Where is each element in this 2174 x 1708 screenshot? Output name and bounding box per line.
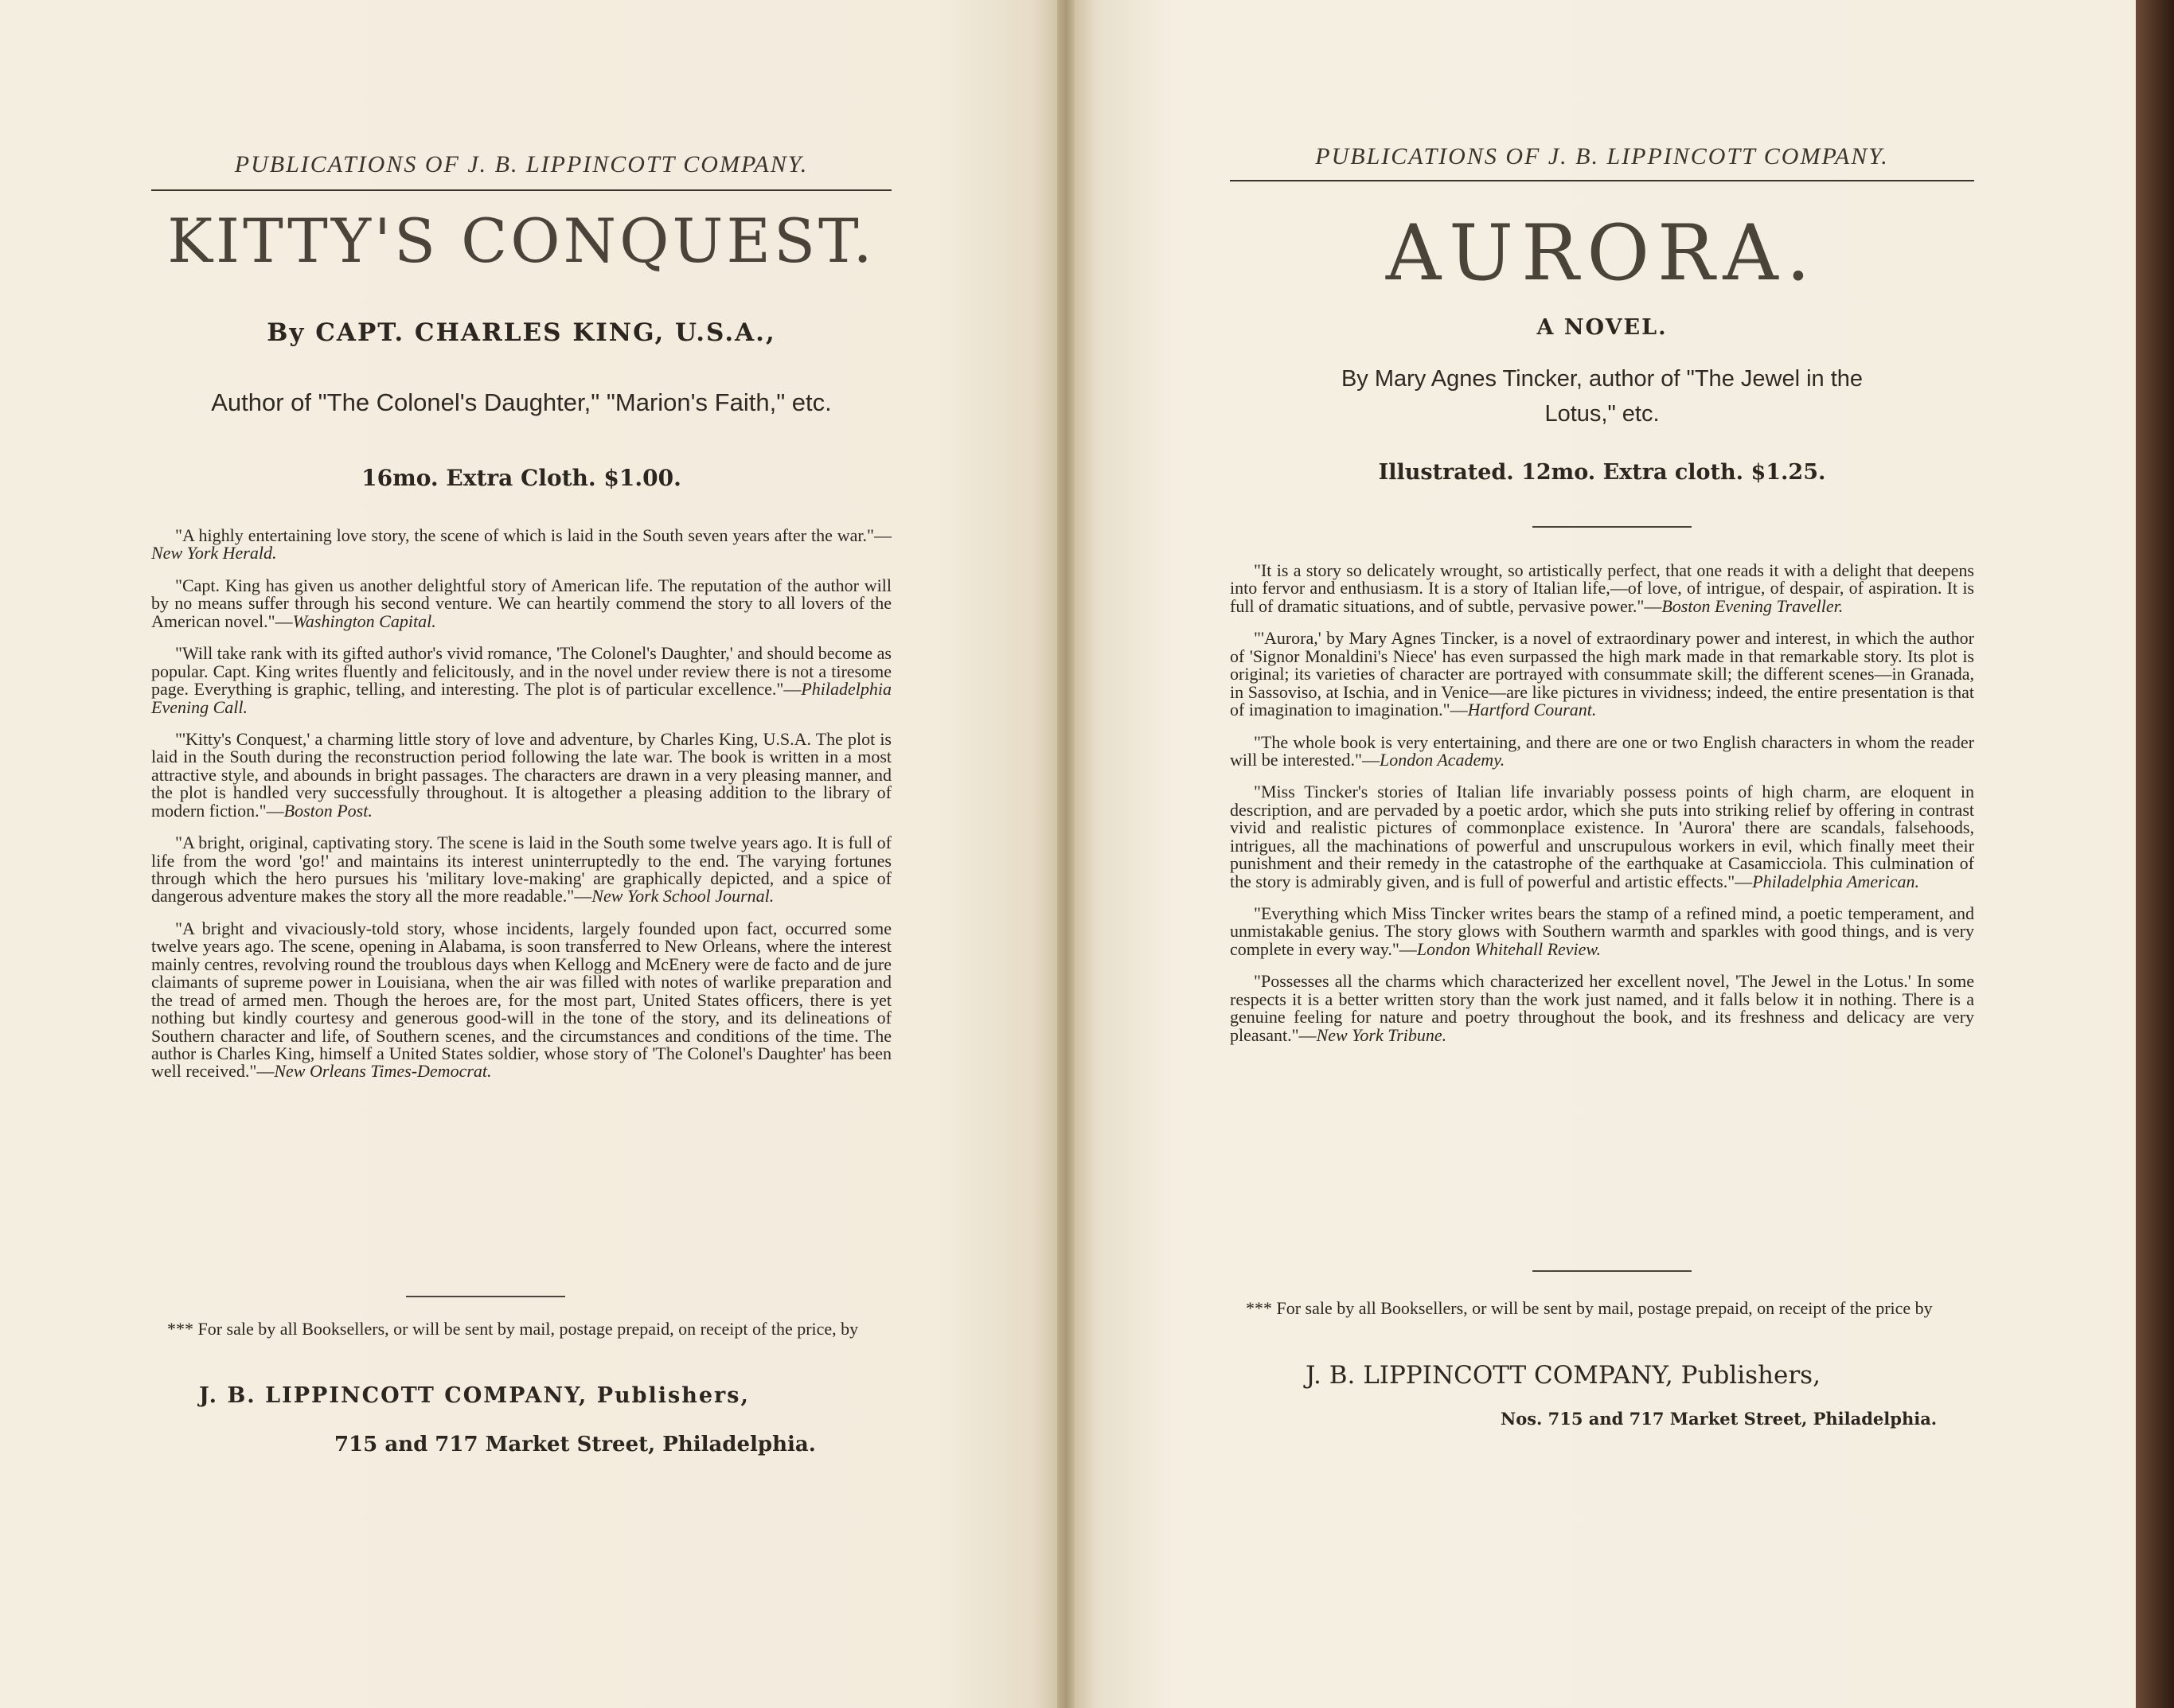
right-divider-top (1532, 526, 1692, 528)
right-review-3 (1230, 731, 1974, 770)
review-text: "Capt. King has given us another delightful story of American life. The reputation of the author will by no means suffer through his second venture. We can heartily commend the story to all lovers of the American novel."— (151, 575, 892, 631)
right-header-rule (1230, 180, 1974, 181)
right-divider-bottom (1532, 1270, 1692, 1272)
right-book-title: AURORA. (1385, 209, 1819, 298)
review-source: New York Herald. (151, 543, 277, 563)
right-byline-line2: Lotus," etc. (1544, 401, 1660, 427)
review-text: "'Aurora,' by Mary Agnes Tincker, is a novel of extraordinary power and interest, in which the author of 'Signor Monaldini's Niece' has even surpassed the high mark made in that remarkable story. Its plot is original; its varieties of character are portrayed with consummate skill; the different scenes—in Granada, in Sassoviso, at Ischia, and in Venice—are like pictures in vividness; indeed, the entire presentation is that of imagination to imagination."— (1230, 628, 1974, 720)
review-text: "Will take rank with its gifted author's vivid romance, 'The Colonel's Daughter,' and should become as popular. Capt. King writes fluently and felicitously, and in the novel under review there is not a tiresome page. Everything is graphic, telling, and interesting. The plot is of particular excellence."— (151, 643, 892, 700)
right-subtitle: A NOVEL. (1536, 315, 1668, 340)
review-source: London Whitehall Review. (1416, 938, 1601, 959)
left-byline: By CAPT. CHARLES KING, U.S.A., (267, 318, 776, 347)
book-gutter (1057, 0, 1075, 1708)
right-review-4 (1230, 783, 1974, 891)
right-review-2 (1230, 630, 1974, 719)
left-reviews (151, 527, 892, 1095)
review-source: Boston Post. (283, 800, 373, 821)
left-review-2 (151, 577, 892, 630)
left-sale-note: *** For sale by all Booksellers, or will be sent by mail, postage prepaid, on receipt of the price, by (167, 1319, 859, 1339)
left-review-4 (151, 728, 892, 821)
right-reviews (1230, 562, 1974, 1059)
review-text: "Miss Tincker's stories of Italian life invariably possess points of high charm, are eloquent in description, and are pervaded by a poetic ardor, which she puts into striking relief by offering in contrast vivid and realistic pictures of commonplace existence. In 'Aurora' there are scandals, falsehoods, intrigues, all the machinations of powerful and unscrupulous workers in evil, which finally meet their punishment and their remedy in the catastrophe of the earthquake at Casamicciola. This culmination of the story is admirably given, and is full of powerful and artistic effects."— (1230, 782, 1974, 891)
left-review-6 (151, 920, 892, 1081)
review-source: Philadelphia Evening Call. (151, 679, 892, 717)
review-text: "'Kitty's Conquest,' a charming little story of love and adventure, by Charles King, U.S.A. The plot is laid in the South during the reconstruction period following the late war. The book is written in a most attractive style, and abounds in bright passages. The characters are drawn in a very pleasing manner, and the plot is handled very successfully throughout. It is altogether a pleasing addition to the library of modern fiction."— (151, 728, 892, 821)
left-divider (406, 1296, 565, 1297)
review-source: New York School Journal. (591, 886, 775, 907)
review-source: New Orleans Times-Democrat. (274, 1061, 492, 1082)
right-sale-note: *** For sale by all Booksellers, or will be sent by mail, postage prepaid, on receipt of the price by (1246, 1298, 1933, 1318)
review-text: "A bright, original, captivating story. The scene is laid in the South some twelve years ago. It is full of life from the word 'go!' and maintains its interest uninterruptedly to the end. The varying fortunes through which the hero pursues his 'military love-making' are graphically depicted, and a spice of dangerous adventure makes the story all the more readable."— (151, 833, 892, 907)
right-review-1 (1230, 562, 1974, 615)
right-byline-line1: By Mary Agnes Tincker, author of "The Jewel in the (1341, 366, 1864, 392)
review-text: "Everything which Miss Tincker writes bears the stamp of a refined mind, a poetic temperament, and unmistakable genius. The story glows with Southern warmth and sparkles with good things, and is very complete in every way."— (1230, 903, 1974, 959)
right-address: Nos. 715 and 717 Market Street, Philadelphia. (1501, 1409, 1938, 1429)
right-price-line: Illustrated. 12mo. Extra cloth. $1.25. (1378, 460, 1826, 485)
review-source: Washington Capital. (292, 610, 436, 631)
left-review-5 (151, 834, 892, 906)
review-text: "A highly entertaining love story, the scene of which is laid in the South seven years after the war."— (175, 525, 892, 545)
left-review-3 (151, 645, 892, 716)
right-publisher: J. B. LIPPINCOTT COMPANY, Publishers, (1306, 1361, 1821, 1390)
left-address: 715 and 717 Market Street, Philadelphia. (334, 1433, 816, 1456)
review-source: Philadelphia American. (1752, 871, 1919, 891)
book-cover-edge (2136, 0, 2174, 1708)
review-source: New York Tribune. (1316, 1024, 1447, 1045)
left-price-line: 16mo. Extra Cloth. $1.00. (361, 465, 681, 491)
review-text: "Possesses all the charms which characterized her excellent novel, 'The Jewel in the Lotus.' In some respects it is a better written story than the work just named, and it falls below it in nothing. There is a genuine feeling for nature and poetry throughout the book, and its freshness and delicacy are very pleasant."— (1230, 971, 1974, 1045)
left-book-title: KITTY'S CONQUEST. (167, 205, 876, 276)
review-text: "The whole book is very entertaining, and there are one or two English characters in whom the reader will be interested."— (1230, 731, 1974, 770)
review-source: London Academy. (1380, 749, 1505, 770)
left-review-1 (151, 527, 892, 563)
review-text: "It is a story so delicately wrought, so artistically perfect, that one reads it with a delight that deepens into fervor and enthusiasm. It is a story of Italian life,—of love, of intrigue, of despair, of aspiration. It is full of dramatic situations, and of subtle, pervasive power."— (1230, 560, 1974, 616)
left-running-header: PUBLICATIONS OF J. B. LIPPINCOTT COMPANY. (234, 151, 809, 177)
review-text: "A bright and vivaciously-told story, whose incidents, largely founded upon fact, occurred some twelve years ago. The scene, opening in Alabama, is soon transferred to New Orleans, where the interest mainly centres, revolving round the troublous days when Kellogg and McEnery were de facto and de jure claimants of supreme power in Louisiana, when the air was filled with notes of warlike preparation and the tread of armed men. Though the heroes are, for the most part, United States officers, there is yet nothing but kindly courtesy and generous good-will in the tone of the story, and its delineations of Southern character and life, of Southern scenes, and the circumstances and conditions of the time. The author is Charles King, himself a United States soldier, whose story of 'The Colonel's Daughter' has been well received."— (151, 918, 892, 1082)
right-review-6 (1230, 973, 1974, 1044)
right-running-header: PUBLICATIONS OF J. B. LIPPINCOTT COMPANY. (1315, 143, 1889, 170)
right-review-5 (1230, 905, 1974, 958)
left-header-rule (151, 189, 892, 191)
review-source: Hartford Courant. (1467, 700, 1597, 720)
left-publisher: J. B. LIPPINCOTT COMPANY, Publishers, (199, 1383, 750, 1408)
review-source: Boston Evening Traveller. (1661, 595, 1844, 616)
left-author-of: Author of "The Colonel's Daughter," "Marion's Faith," etc. (211, 388, 832, 416)
